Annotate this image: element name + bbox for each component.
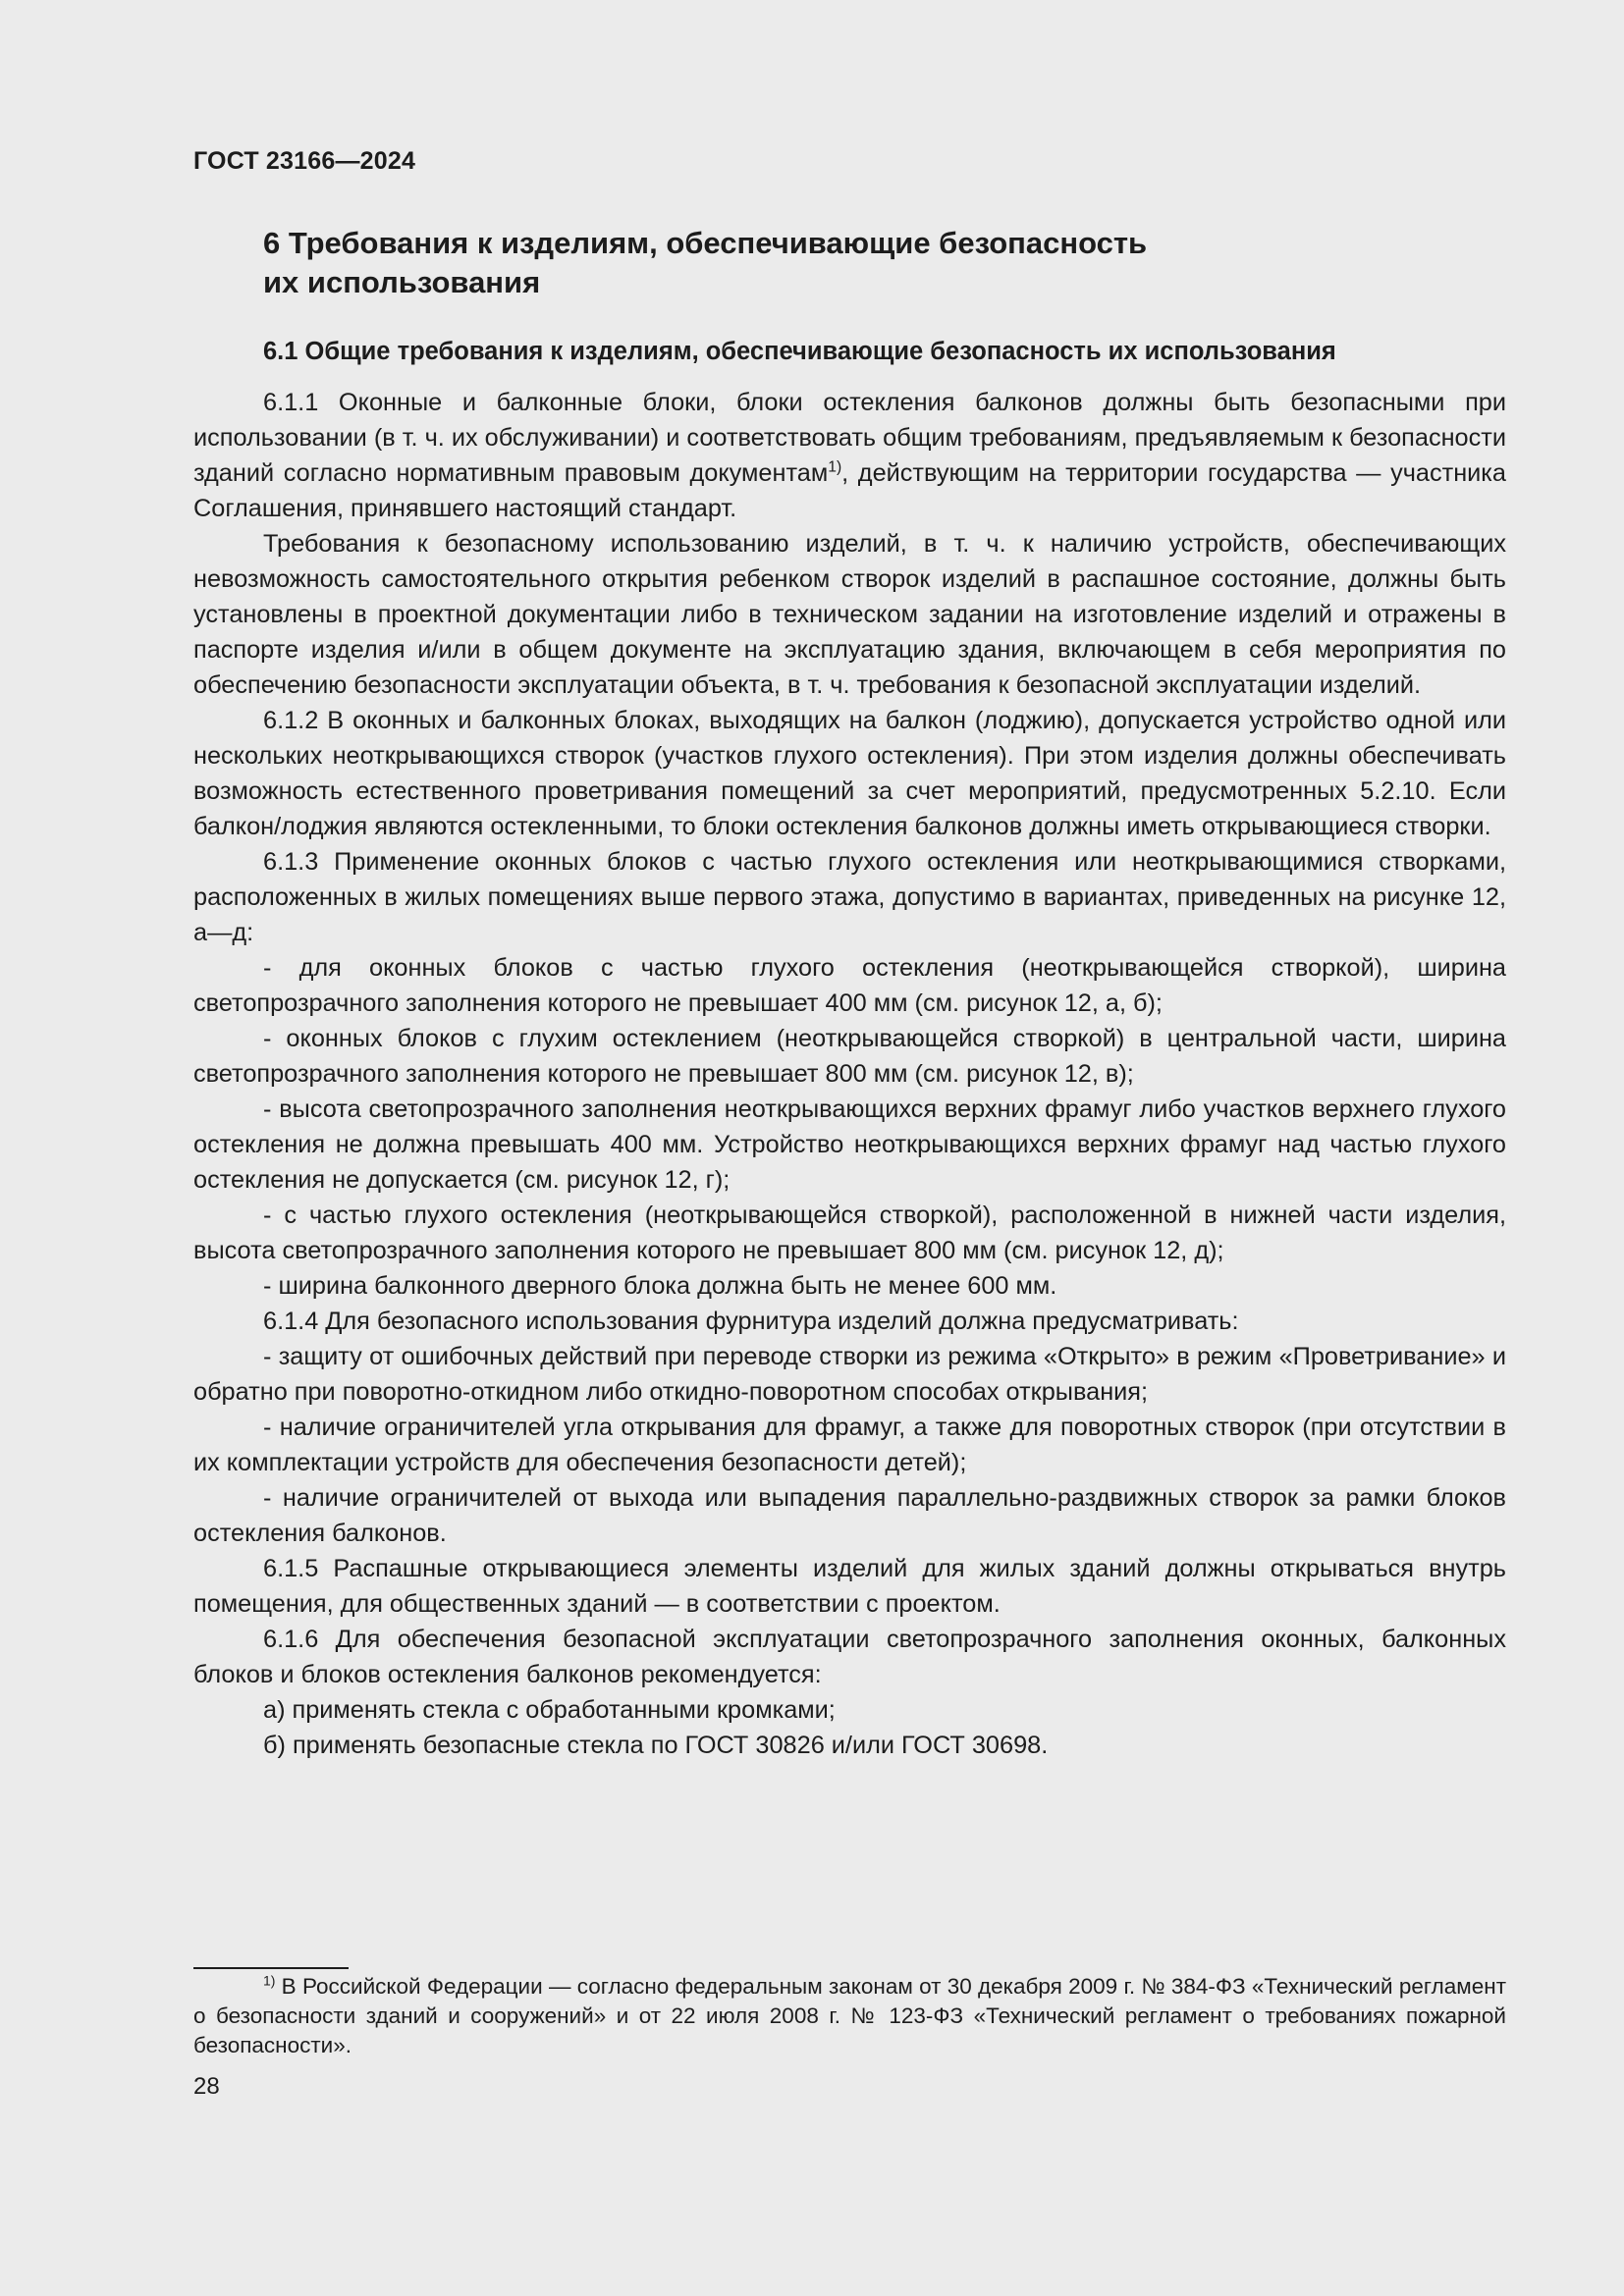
footnote-reference: 1)	[828, 458, 842, 476]
footnote-divider	[193, 1967, 349, 1969]
subsection-title: 6.1 Общие требования к изделиям, обеспечивающие безопасность их использования	[263, 338, 1336, 365]
list-item-6-1-3-5: - ширина балконного дверного блока должна быть не менее 600 мм.	[263, 1272, 1057, 1300]
paragraph-6-1-2: 6.1.2 В оконных и балконных блоках, выходящих на балкон (лоджию), допускается устройство одной или нескольких неоткрывающихся створок (участков глухого остекления). При этом изделия должны обеспечивать возможность естественного проветривания помещений за счет мероприятий, предусмотренных 5.2.10. Если балкон/лоджия являются остекленными, то блоки остекления балконов должны иметь открывающиеся створки.	[193, 707, 1506, 840]
paragraph-6-1-4: 6.1.4 Для безопасного использования фурнитура изделий должна предусматривать:	[263, 1308, 1239, 1335]
list-item-6-1-4-2: - наличие ограничителей угла открывания для фрамуг, а также для поворотных створок (при отсутствии в их комплектации устройств для обеспечения безопасности детей);	[193, 1414, 1506, 1476]
paragraph-6-1-3: 6.1.3 Применение оконных блоков с частью глухого остекления или неоткрывающимися створками, расположенных в жилых помещениях выше первого этажа, допустимо в вариантах, приведенных на рисунке 12, а—д:	[193, 848, 1506, 946]
paragraph-6-1-5: 6.1.5 Распашные открывающиеся элементы изделий для жилых зданий должны открываться внутрь помещения, для общественных зданий — в соответствии с проектом.	[193, 1555, 1506, 1618]
list-item-6-1-3-4: - с частью глухого остекления (неоткрывающейся створкой), расположенной в нижней части изделия, высота светопрозрачного заполнения которого не превышает 800 мм (см. рисунок 12, д);	[193, 1201, 1506, 1264]
footnote	[193, 1972, 1506, 2060]
list-item-6-1-6-a: а) применять стекла с обработанными кромками;	[263, 1696, 836, 1724]
list-item-6-1-4-1: - защиту от ошибочных действий при переводе створки из режима «Открыто» в режим «Проветривание» и обратно при поворотно-откидном либо откидно-поворотном способах открывания;	[193, 1343, 1506, 1406]
footnote-text: В Российской Федерации — согласно федеральным законам от 30 декабря 2009 г. № 384-ФЗ «Технический регламент о безопасности зданий и сооружений» и от 22 июля 2008 г. № 123-ФЗ «Технический регламент о требованиях пожарной безопасности».	[193, 1974, 1506, 2057]
paragraph-6-1-1-text-end: , действующим на территории государства — участника Соглашения, принявшего настоящий стандарт.	[193, 459, 1506, 522]
list-item-6-1-6-b: б) применять безопасные стекла по ГОСТ 30826 и/или ГОСТ 30698.	[263, 1732, 1049, 1759]
paragraph-6-1-1-text-start: 6.1.1 Оконные и балконные блоки, блоки остекления балконов должны быть безопасными при использовании (в т. ч. их обслуживании) и соответствовать общим требованиям, предъявляемым к безопасности зданий согласно нормативным правовым документам	[193, 389, 1506, 487]
list-item-6-1-4-3: - наличие ограничителей от выхода или выпадения параллельно-раздвижных створок за рамки блоков остекления балконов.	[193, 1484, 1506, 1547]
paragraph-safety-requirements: Требования к безопасному использованию изделий, в т. ч. к наличию устройств, обеспечивающих невозможность самостоятельного открытия ребенком створок изделий в распашное состояние, должны быть установлены в проектной документации либо в техническом задании на изготовление изделий и отражены в паспорте изделия и/или в общем документе на эксплуатацию здания, включающем в себя мероприятия по обеспечению безопасности эксплуатации объекта, в т. ч. требования к безопасной эксплуатации изделий.	[193, 530, 1506, 699]
footnote-marker: 1)	[263, 1972, 276, 1989]
list-item-6-1-3-3: - высота светопрозрачного заполнения неоткрывающихся верхних фрамуг либо участков верхнего глухого остекления не должна превышать 400 мм. Устройство неоткрывающихся верхних фрамуг над частью глухого остекления не допускается (см. рисунок 12, г);	[193, 1095, 1506, 1194]
page-number: 28	[193, 2073, 220, 2100]
list-item-6-1-3-1: - для оконных блоков с частью глухого остекления (неоткрывающейся створкой), ширина светопрозрачного заполнения которого не превышает 400 мм (см. рисунок 12, а, б);	[193, 954, 1506, 1017]
section-title	[263, 224, 1343, 302]
document-code: ГОСТ 23166—2024	[193, 147, 416, 175]
section-title-line-1: 6 Требования к изделиям, обеспечивающие безопасность	[263, 226, 1148, 260]
paragraph-6-1-6: 6.1.6 Для обеспечения безопасной эксплуатации светопрозрачного заполнения оконных, балконных блоков и блоков остекления балконов рекомендуется:	[193, 1626, 1506, 1688]
section-title-line-2: их использования	[263, 265, 541, 299]
paragraph-6-1-1	[193, 385, 1506, 526]
body-text	[193, 385, 1506, 1763]
list-item-6-1-3-2: - оконных блоков с глухим остеклением (неоткрывающейся створкой) в центральной части, ширина светопрозрачного заполнения которого не превышает 800 мм (см. рисунок 12, в);	[193, 1025, 1506, 1088]
